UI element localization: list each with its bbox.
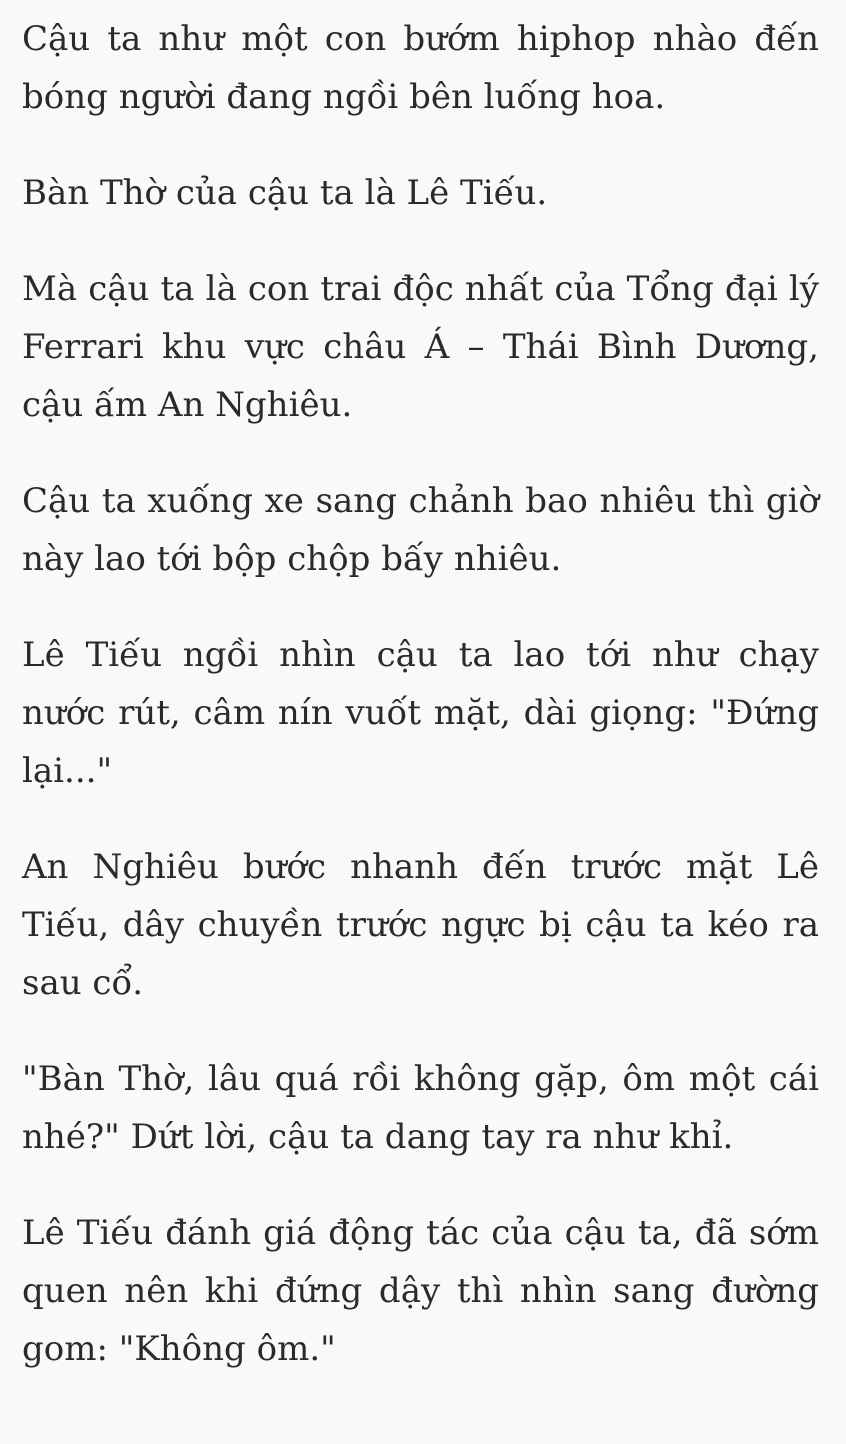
paragraph-8: Lê Tiếu đánh giá động tác của cậu ta, đã sớm quen nên khi đứng dậy thì nhìn sang đường gom: "Không ôm." (22, 1213, 819, 1369)
paragraph-1: Cậu ta như một con bướm hiphop nhào đến bóng người đang ngồi bên luống hoa. (22, 19, 819, 117)
paragraph-7: "Bàn Thờ, lâu quá rồi không gặp, ôm một cái nhé?" Dứt lời, cậu ta dang tay ra như khỉ. (22, 1059, 819, 1157)
paragraph-2: Bàn Thờ của cậu ta là Lê Tiếu. (22, 173, 548, 213)
paragraph-4: Cậu ta xuống xe sang chảnh bao nhiêu thì giờ này lao tới bộp chộp bấy nhiêu. (22, 481, 819, 579)
paragraph-5: Lê Tiếu ngồi nhìn cậu ta lao tới như chạy nước rút, câm nín vuốt mặt, dài giọng: "Đứng lại..." (22, 635, 819, 791)
paragraph-6: An Nghiêu bước nhanh đến trước mặt Lê Tiếu, dây chuyền trước ngực bị cậu ta kéo ra sau cổ. (22, 847, 819, 1003)
reader-content (22, 10, 819, 1378)
paragraph-3: Mà cậu ta là con trai độc nhất của Tổng đại lý Ferrari khu vực châu Á – Thái Bình Dương, cậu ấm An Nghiêu. (22, 269, 819, 425)
